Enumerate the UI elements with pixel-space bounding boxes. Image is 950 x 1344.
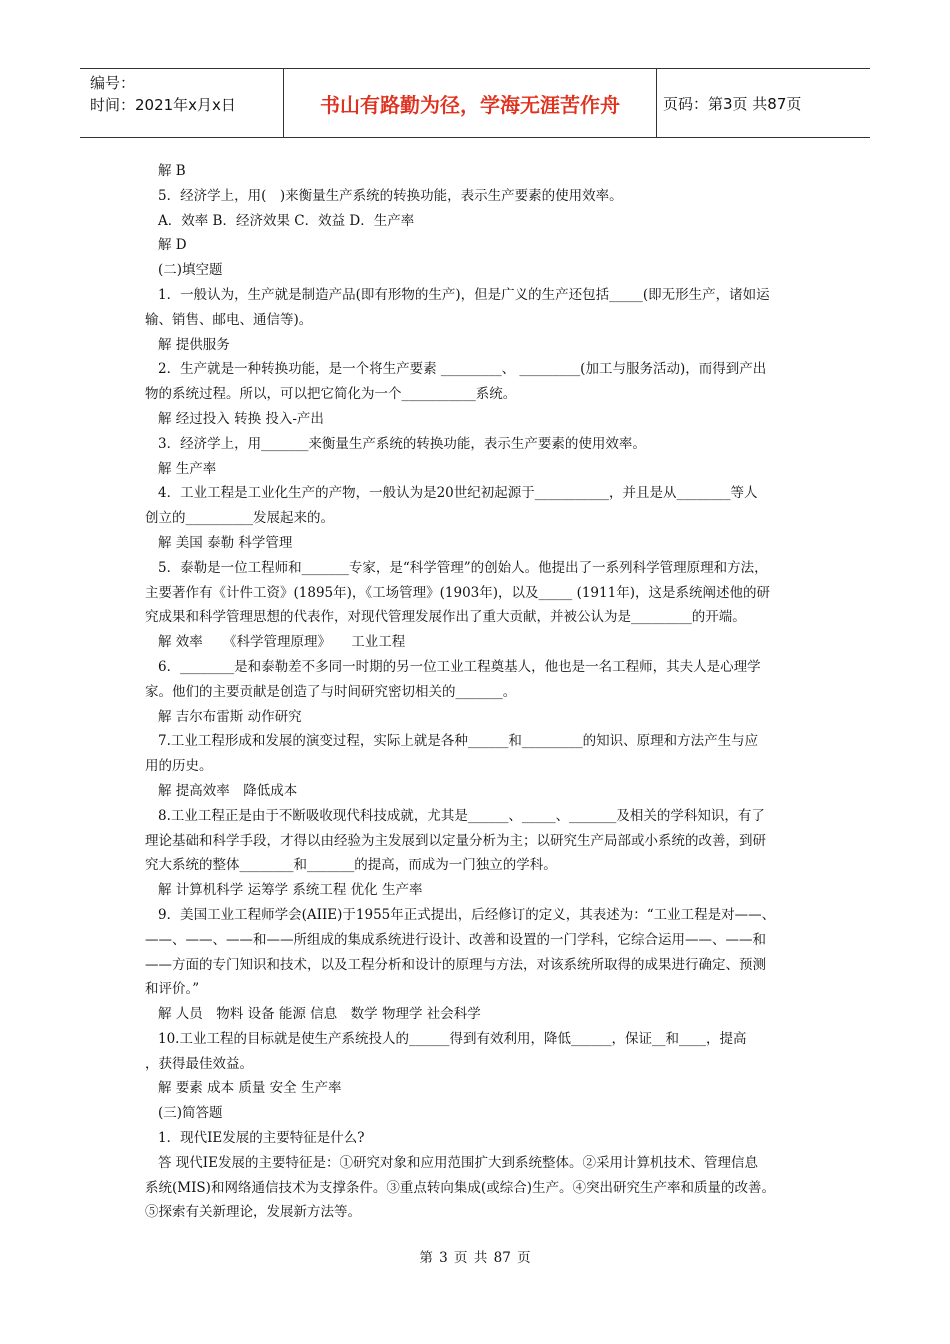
text-line: 6．________是和泰勒差不多同一时期的另一位工业工程奠基人，他也是一名工程师，其夫人是心理学 — [158, 658, 761, 675]
document-number-label: 编号： — [90, 74, 136, 92]
text-line: 解 吉尔布雷斯 动作研究 — [158, 708, 302, 725]
text-line: ——、——、——和——所组成的集成系统进行设计、改善和设置的一门学科，它综合运用——、——和 — [145, 931, 766, 948]
text-line: 解 提供服务 — [158, 336, 230, 353]
page-header — [80, 68, 870, 138]
text-line: 3．经济学上，用_______来衡量生产系统的转换功能，表示生产要素的使用效率。 — [158, 435, 646, 452]
footer-ye: 页 — [454, 1250, 468, 1266]
text-line: 输、销售、邮电、通信等)。 — [145, 311, 313, 328]
text-line: 5．经济学上，用( )来衡量生产系统的转换功能，表示生产要素的使用效率。 — [158, 187, 623, 204]
text-line: 家。他们的主要贡献是创造了与时间研究密切相关的_______。 — [145, 683, 517, 700]
text-line: 10.工业工程的目标就是使生产系统投人的______得到有效利用，降低______，保证__和____，提高 — [158, 1030, 747, 1047]
text-line: 解 D — [158, 237, 187, 254]
footer-gong: 共 — [473, 1250, 488, 1266]
text-line: 系统(MIS)和网络通信技术为支撑条件。③重点转向集成(或综合)生产。④突出研究生产率和质量的改善。 — [145, 1179, 775, 1196]
text-line: 解 人员 物料 设备 能源 信息 数学 物理学 社会科学 — [158, 1006, 481, 1023]
text-line: 主要著作有《计件工资》(1895年)，《工场管理》(1903年)，以及_____ (1911年)，这是系统阐述他的研 — [145, 584, 770, 601]
text-line: 解 B — [158, 163, 186, 179]
text-line: 7.工业工程形成和发展的演变过程，实际上就是各种______和_________的知识、原理和方法产生与应 — [158, 733, 759, 750]
text-line: ——方面的专门知识和技术，以及工程分析和设计的原理与方法，对该系统所取得的成果进行确定、预测 — [145, 956, 766, 973]
text-line: 9．美国工业工程师学会(AIIE)于1955年正式提出，后经修订的定义，其表述为：“工业工程是对——、 — [158, 906, 776, 923]
text-line: 用的历史。 — [145, 758, 213, 775]
text-line: 和评价。” — [145, 981, 200, 998]
footer-total-pages: 87 — [493, 1250, 511, 1266]
text-line: 8.工业工程正是由于不断吸收现代科技成就，尤其是______、_____、_______及相关的学科知识，有了 — [158, 807, 765, 824]
text-line: 4．工业工程是工业化生产的产物，一般认为是20世纪初起源于___________，并且是从________等人 — [158, 485, 758, 502]
page-footer — [0, 1246, 950, 1266]
text-line: ，获得最佳效益。 — [145, 1055, 253, 1072]
text-line: ⑤探索有关新理论，发展新方法等。 — [145, 1204, 361, 1221]
document-date-label: 时间：2021年x月x日 — [90, 96, 236, 114]
text-line: 解 美国 泰勒 科学管理 — [158, 534, 293, 551]
header-page-label: 页码：第3页 共87页 — [663, 94, 802, 113]
text-line: 解 经过投入 转换 投入-产出 — [158, 410, 324, 427]
footer-ye-end: 页 — [517, 1250, 531, 1266]
text-line: 1．现代IE发展的主要特征是什么? — [158, 1130, 365, 1147]
text-line: 答 现代IE发展的主要特征是：①研究对象和应用范围扩大到系统整体。②采用计算机技术、管理信息 — [158, 1154, 758, 1171]
header-motto: 书山有路勤为径，学海无涯苦作舟 — [284, 69, 657, 137]
text-line: 究成果和科学管理思想的代表作，对现代管理发展作出了重大贡献，并被公认为是_________的开端。 — [145, 609, 746, 626]
text-line: 解 生产率 — [158, 460, 217, 477]
text-line: 解 提高效率 降低成本 — [158, 782, 298, 799]
text-line: A．效率 B．经济效果 C．效益 D．生产率 — [158, 212, 415, 229]
footer-page-number: 3 — [439, 1250, 448, 1266]
document-body — [145, 159, 810, 1225]
text-line: (三)简答题 — [158, 1105, 223, 1122]
text-line: 创立的__________发展起来的。 — [145, 510, 334, 527]
footer-di: 第 — [419, 1250, 433, 1266]
text-line: 究大系统的整体________和_______的提高，而成为一门独立的学科。 — [145, 857, 557, 874]
text-line: 5．泰勒是一位工程师和_______专家，是“科学管理”的创始人。他提出了一系列科学管理原理和方法， — [158, 559, 768, 576]
text-line: 2．生产就是一种转换功能，是一个将生产要素 _________、 _________(加工与服务活动)，而得到产出 — [158, 361, 767, 378]
text-line: 理论基础和科学手段，才得以由经验为主发展到以定量分析为主；以研究生产局部或小系统的改善，到研 — [145, 832, 766, 849]
header-info-cell — [80, 69, 284, 137]
text-line: 解 效率 《科学管理原理》 工业工程 — [158, 634, 406, 651]
text-line: 解 要素 成本 质量 安全 生产率 — [158, 1080, 342, 1097]
text-line: 解 计算机科学 运筹学 系统工程 优化 生产率 — [158, 882, 423, 899]
text-line: (二)填空题 — [158, 262, 223, 279]
text-line: 1．一般认为，生产就是制造产品(即有形物的生产)，但是广义的生产还包括_____(即无形生产，诸如运 — [158, 286, 770, 303]
text-line: 物的系统过程。所以，可以把它简化为一个___________系统。 — [145, 386, 517, 403]
